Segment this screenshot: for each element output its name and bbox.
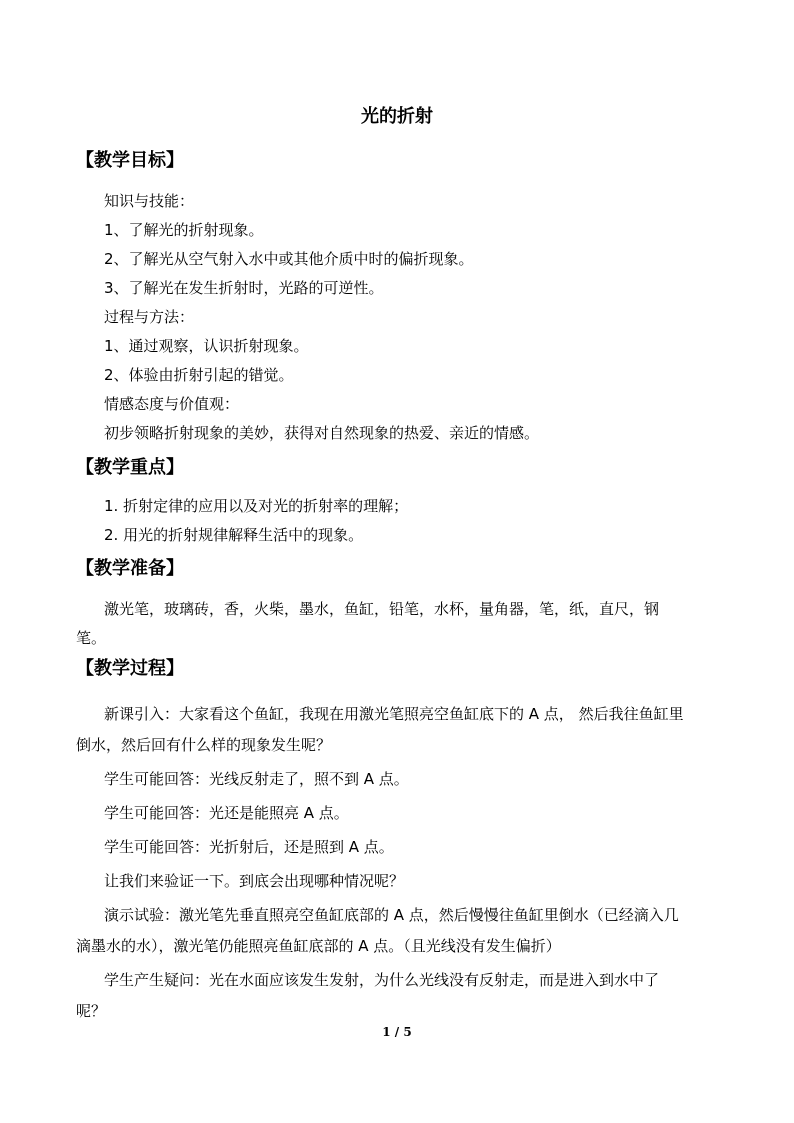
goals-line: 2、了解光从空气射入水中或其他介质中时的偏折现象。: [104, 250, 474, 268]
goals-line: 1、通过观察，认识折射现象。: [104, 337, 309, 355]
preparation-line: 激光笔，玻璃砖，香，火柴，墨水，鱼缸，铅笔，水杯，量角器，笔，纸，直尺，钢: [104, 600, 660, 618]
key-point-line: 2. 用光的折射规律解释生活中的现象。: [104, 526, 364, 544]
section-heading-goals: 【教学目标】: [76, 150, 184, 171]
process-line: 新课引入：大家看这个鱼缸，我现在用激光笔照亮空鱼缸底下的 A 点， 然后我往鱼缸里: [104, 705, 684, 723]
process-line: 呢？: [76, 1002, 107, 1020]
process-line: 让我们来验证一下。到底会出现哪种情况呢？: [104, 872, 405, 890]
page-number: 1 / 5: [382, 1025, 412, 1039]
section-heading-preparation: 【教学准备】: [76, 558, 184, 579]
process-line: 学生可能回答：光折射后，还是照到 A 点。: [104, 838, 394, 856]
process-line: 学生产生疑问：光在水面应该发生发射，为什么光线没有反射走，而是进入到水中了: [104, 971, 660, 989]
goals-line: 3、了解光在发生折射时，光路的可逆性。: [104, 279, 384, 297]
process-line: 滴墨水的水），激光笔仍能照亮鱼缸底部的 A 点。（且光线没有发生偏折）: [76, 937, 561, 955]
process-line: 学生可能回答：光线反射走了，照不到 A 点。: [104, 770, 409, 788]
process-line: 学生可能回答：光还是能照亮 A 点。: [104, 804, 349, 822]
section-heading-process: 【教学过程】: [76, 658, 184, 679]
page-title: 光的折射: [361, 106, 433, 127]
goals-line: 1、了解光的折射现象。: [104, 221, 264, 239]
process-line: 演示试验：激光笔先垂直照亮空鱼缸底部的 A 点，然后慢慢往鱼缸里倒水（已经滴入几: [104, 906, 679, 924]
goals-line: 初步领略折射现象的美妙，获得对自然现象的热爱、亲近的情感。: [104, 424, 540, 442]
key-point-line: 1. 折射定律的应用以及对光的折射率的理解；: [104, 497, 409, 515]
goals-line: 情感态度与价值观：: [104, 395, 240, 413]
preparation-line: 笔。: [76, 629, 107, 647]
section-heading-key-points: 【教学重点】: [76, 457, 184, 478]
goals-line: 过程与方法：: [104, 308, 195, 326]
goals-line: 知识与技能：: [104, 192, 195, 210]
process-line: 倒水，然后回有什么样的现象发生呢？: [76, 736, 332, 754]
goals-line: 2、体验由折射引起的错觉。: [104, 366, 294, 384]
